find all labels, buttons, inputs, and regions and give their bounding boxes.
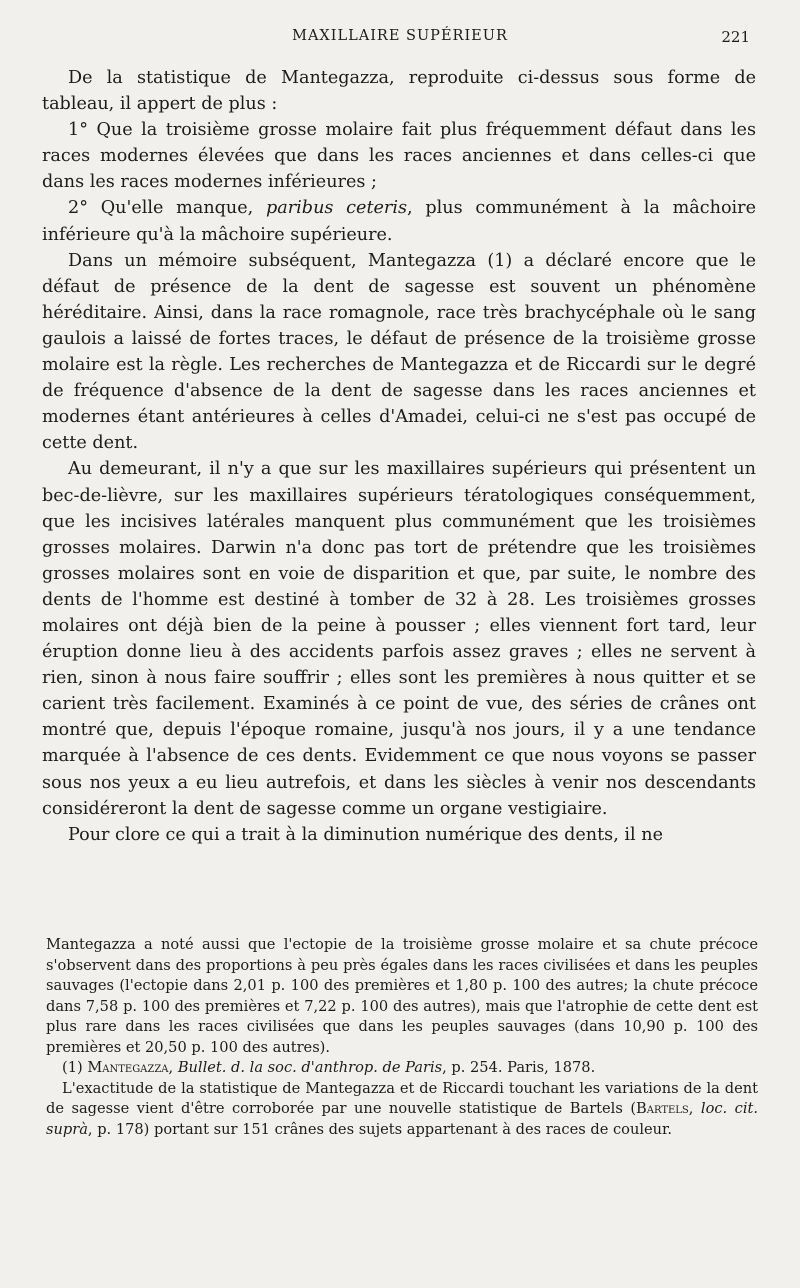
footnotes [46, 935, 758, 1140]
paragraph-point-one: 1° Que la troisième grosse molaire fait plus fréquemment défaut dans les races modernes élevées que dans les races anciennes et dans celles-ci que dans les races modernes inférieures ; [42, 120, 756, 193]
point-two-rest: , plus communément à la mâchoire inférieure qu'à la mâchoire supérieure. [42, 198, 756, 245]
paragraph-closing: Pour clore ce qui a trait à la diminution numérique des dents, il ne [68, 824, 663, 845]
footnote-bartels-rest: , p. 178) portant sur 151 crânes des sujets appartenant à des races de couleur. [87, 1120, 673, 1138]
footnote-bartels [46, 1079, 758, 1141]
main-text [42, 65, 756, 848]
footnote-1-title: Bullet. d. la soc. d'anthrop. de Paris [177, 1059, 443, 1076]
point-two-lead: 2° Qu'elle manque, [68, 198, 267, 219]
paragraph-point-two [42, 195, 756, 247]
running-title: MAXILLAIRE SUPÉRIEUR [292, 28, 508, 44]
footnote-continuation: Mantegazza a noté aussi que l'ectopie de la troisième grosse molaire et sa chute précoce s'observent dans des proportions à peu près égales dans les races civilisées et dans les peuples sauvages (l'ectopie dans 2,01 p. 100 des premières et 1,80 p. 100 des autres; la chute précoce dans 7,58 p. 100 des premières et 7,22 p. 100 des autres), mais que l'atrophie de cette dent est plus rare dans les races civilisées que dans les peuples sauvages (dans 10,90 p. 100 des premières et 20,50 p. 100 des autres). [46, 936, 758, 1056]
page-number: 221 [721, 28, 750, 46]
paragraph-conclusion: Au demeurant, il n'y a que sur les maxillaires supérieurs qui présentent un bec-de-lièvre, sur les maxillaires supérieurs tératologiques conséquemment, que les incisives latérales manquent plus communément que les troisièmes grosses molaires. Darwin n'a donc pas tort de prétendre que les troisièmes grosses molaires sont en voie de disparition et que, par suite, le nombre des dents de l'homme est destiné à tomber de 32 à 28. Les troisièmes grosses molaires ont déjà bien de la peine à pousser ; elles viennent fort tard, leur éruption donne lieu à des accidents parfois assez graves ; elles ne servent à rien, sinon à nous faire souffrir ; elles sont les premières à nous quitter et se carient très facilement. Examinés à ce point de vue, des séries de crânes ont montré que, depuis l'époque romaine, jusqu'à nos jours, il y a une tendance marquée à l'absence de ces dents. Evidemment ce que nous voyons se passer sous nos yeux a eu lieu autrefois, et dans les siècles à venir nos descendants considéreront la dent de sagesse comme un organe vestigiaire. [42, 459, 756, 819]
footnote-1-author: Mantegazza [87, 1059, 169, 1076]
footnote-bartels-reference: loc. cit. suprà [46, 1100, 758, 1138]
footnote-1-rest: , p. 254. Paris, 1878. [442, 1059, 596, 1076]
footnote-bartels-separator: , [688, 1100, 701, 1117]
page-header [0, 28, 800, 58]
footnote-bartels-lead: L'exactitude de la statistique de Mantegazza et de Riccardi touchant les variations de la dent de sagesse vient d'être corroborée par une nouvelle statistique de Bartels ( [46, 1079, 758, 1117]
footnote-1-separator: , [168, 1059, 178, 1076]
paragraph-statistics-intro: De la statistique de Mantegazza, reproduite ci-dessus sous forme de tableau, il appert de plus : [42, 68, 756, 115]
footnote-1-number: (1) [62, 1059, 88, 1076]
paragraph-mantegazza-memoir: Dans un mémoire subséquent, Mantegazza (1) a déclaré encore que le défaut de présence de la dent de sagesse est souvent un phénomène héréditaire. Ainsi, dans la race romagnole, race très brachycéphale où le sang gaulois a laissé de fortes traces, le défaut de présence de la troisième grosse molaire est la règle. Les recherches de Mantegazza et de Riccardi sur le degré de fréquence d'absence de la dent de sagesse dans les races anciennes et modernes étant antérieures à celles d'Amadei, celui-ci ne s'est pas occupé de cette dent. [42, 250, 756, 454]
point-two-latin: paribus ceteris [266, 198, 407, 219]
footnote-1 [46, 1058, 758, 1079]
footnote-bartels-author: Bartels [636, 1100, 689, 1117]
